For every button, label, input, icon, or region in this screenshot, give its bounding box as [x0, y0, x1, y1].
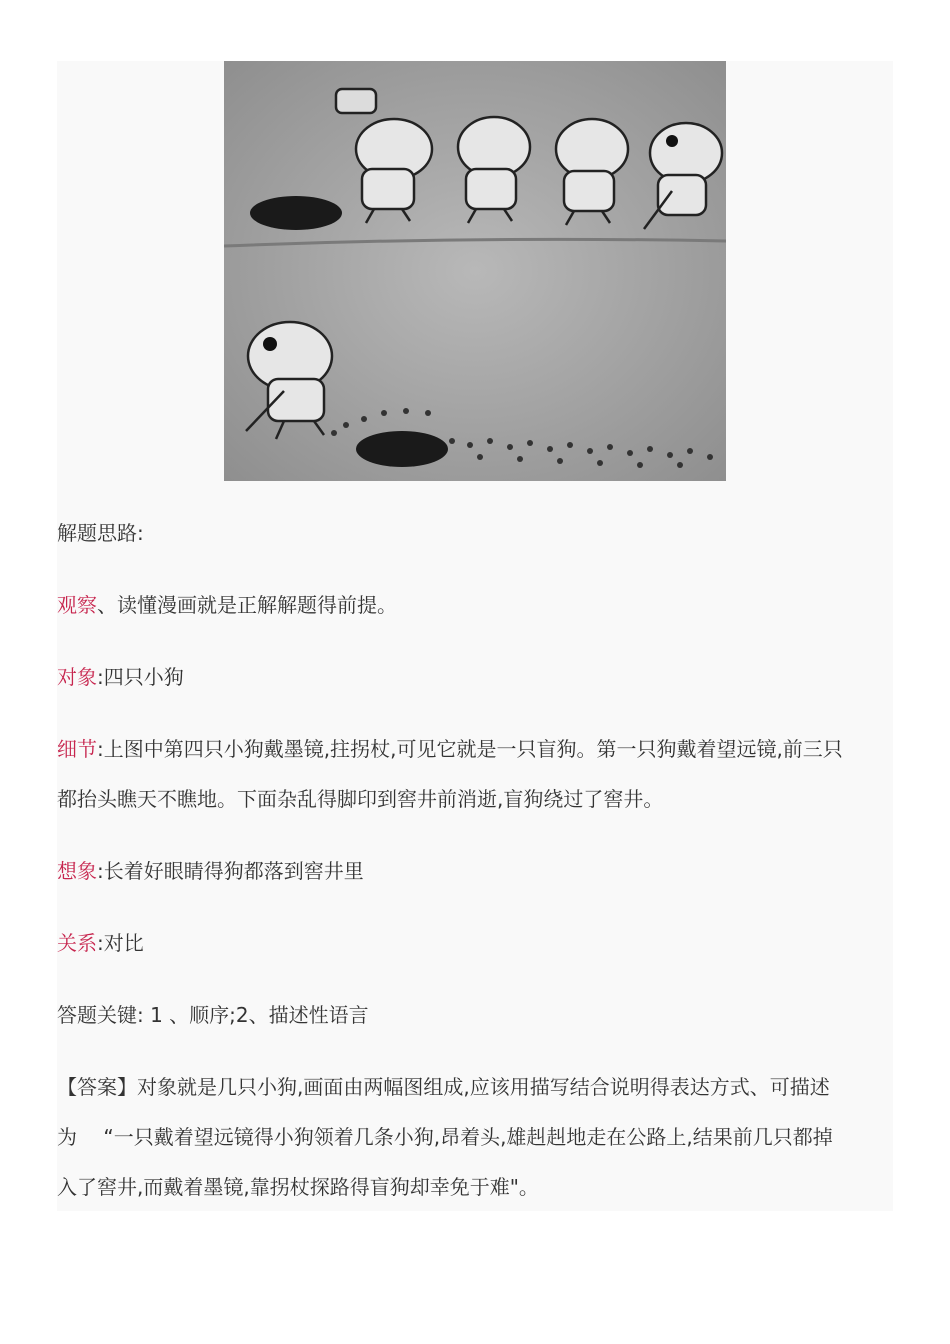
keyword-observe: 观察	[57, 593, 97, 617]
text-observe: 、读懂漫画就是正解解题得前提。	[97, 593, 397, 617]
keyword-relation: 关系	[57, 931, 97, 955]
keyword-imagine: 想象	[57, 859, 97, 883]
manhole-top	[250, 196, 342, 230]
line-detail	[57, 724, 843, 774]
line-object	[57, 652, 184, 702]
manhole-bottom	[356, 431, 448, 467]
line-imagine	[57, 846, 364, 896]
text-imagine: :长着好眼睛得狗都落到窖井里	[97, 859, 364, 883]
cartoon-illustration	[224, 61, 726, 481]
line-detail-continued: 都抬头瞧天不瞧地。下面杂乱得脚印到窖井前消逝,盲狗绕过了窖井。	[57, 787, 664, 811]
text-detail: :上图中第四只小狗戴墨镜,拄拐杖,可见它就是一只盲狗。第一只狗戴着望远镜,前三只	[97, 737, 843, 761]
answer-key: 答题关键: 1 、顺序;2、描述性语言	[57, 1003, 369, 1027]
answer-line-3: 入了窖井,而戴着墨镜,靠拐杖探路得盲狗却幸免于难"。	[57, 1175, 539, 1199]
keyword-object: 对象	[57, 665, 97, 689]
text-object: :四只小狗	[97, 665, 184, 689]
cartoon-dogs-image	[224, 61, 726, 481]
line-observe	[57, 580, 397, 630]
line-relation	[57, 918, 144, 968]
answer-line-1: 【答案】对象就是几只小狗,画面由两幅图组成,应该用描写结合说明得表达方式、可描述	[57, 1075, 830, 1099]
keyword-detail: 细节	[57, 737, 97, 761]
text-relation: :对比	[97, 931, 144, 955]
answer-line-2: 为 “一只戴着望远镜得小狗领着几条小狗,昂着头,雄赳赳地走在公路上,结果前几只都掉	[57, 1125, 833, 1149]
heading-solution-approach: 解题思路:	[57, 521, 144, 545]
